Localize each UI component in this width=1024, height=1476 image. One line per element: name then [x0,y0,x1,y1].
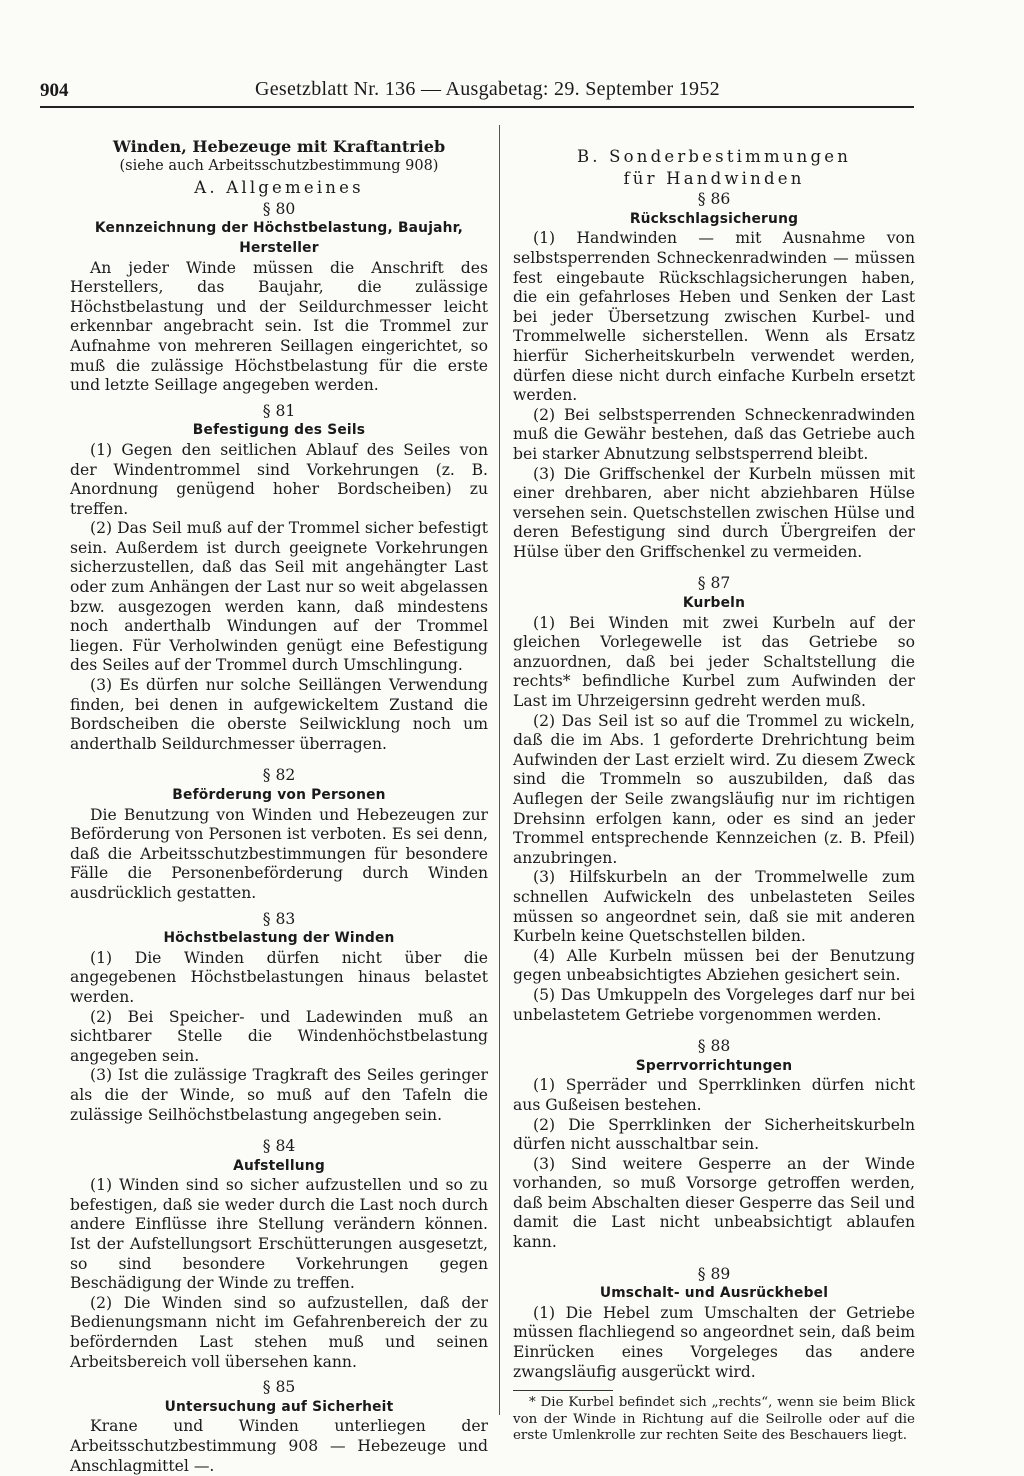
paragraph: (4) Alle Kurbeln müssen bei der Benutzung gegen unbeabsichtigtes Abziehen gesichert sein. [513,946,915,985]
paragraph: (5) Das Umkuppeln des Vorgeleges darf nur bei unbelastetem Getriebe vorgenommen werden. [513,985,915,1024]
paragraph: (3) Es dürfen nur solche Seillängen Verwendung finden, bei denen in aufgewickeltem Zustand die Bordscheiben die oberste Seilwicklung noch um anderthalb Seildurchmesser überragen. [70,676,488,753]
section-number: § 82 [262,766,296,785]
section-title: Kennzeichnung der Höchstbelastung, Baujahr, Hersteller [94,220,464,256]
paragraph: (3) Hilfskurbeln an der Trommelwelle zum schnellen Aufwickeln des unbelasteten Seiles müssen so angeordnet sein, daß sie mit anderen Kurbeln keine Quetschstellen bilden. [513,868,915,946]
section-title: Befestigung des Seils [192,422,366,439]
section-89 [513,1265,915,1383]
section-84 [70,1137,488,1372]
paragraph: Die Benutzung von Winden und Hebezeugen zur Beförderung von Personen ist verboten. Es sei denn, daß die Arbeitsschutzbestimmungen für besondere Fälle die Personenbeförderung durch Winden ausdrücklich gestatten. [70,805,488,902]
paragraph: (3) Die Griffschenkel der Kurbeln müssen mit einer drehbaren, aber nicht abziehbaren Hülse versehen sein. Quetschstellen zwischen Hülse und deren Befestigung sind durch Übergreifen der Hülse über den Griffschenkel zu vermeiden. [513,464,915,561]
section-a-heading: A. Allgemeines [194,178,364,198]
section-85 [70,1378,488,1476]
footnote-rule [513,1390,613,1391]
paragraph: (2) Bei selbstsperrenden Schneckenradwinden muß die Gewähr bestehen, daß das Getriebe auch bei starker Abnutzung selbstsperrend bleibt. [513,405,915,463]
section-81 [70,402,488,755]
section-number: § 85 [262,1378,296,1397]
section-83 [70,910,488,1126]
section-80 [70,200,488,396]
paragraph: (1) Die Hebel zum Umschalten der Getriebe müssen flachliegend so angeordnet sein, daß beim Einrücken eines Vorgeleges das andere zwangsläufig ausgerückt wird. [513,1303,915,1381]
paragraph: (3) Ist die zulässige Tragkraft des Seiles geringer als die der Winde, so muß auf den Tafeln die zulässige Seilhöchstbelastung angegeben sein. [70,1066,488,1124]
section-b-subheading: für Handwinden [623,168,805,188]
section-title: Untersuchung auf Sicherheit [164,1398,394,1415]
paragraph: (2) Das Seil muß auf der Trommel sicher befestigt sein. Außerdem ist durch geeignete Vorkehrungen sicherzustellen, daß das Seil mit angehängter Last oder zum Anhängen der Last nur so weit abgelassen bzw. ausgezogen werden kann, daß mindestens noch anderthalb Windungen auf der Trommel liegen. Für Verholwinden genügt eine Befestigung des Seiles auf der Trommel durch Umschlingung. [70,519,488,675]
footnote: * Die Kurbel befindet sich „rechts“, wenn sie beim Blick von der Winde in Richtung auf die Seilrolle oder auf die erste Umlenkrolle zur rechten Seite des Beschauers liegt. [513,1395,915,1444]
section-number: § 84 [262,1137,296,1156]
section-number: § 86 [697,190,731,209]
paragraph: (1) Die Winden dürfen nicht über die angegebenen Höchstbelastungen hinaus belastet werden. [70,948,488,1006]
paragraph: (1) Bei Winden mit zwei Kurbeln auf der gleichen Vorlegewelle ist das Getriebe so anzuordnen, daß bei jeder Schaltstellung die rechts* befindliche Kurbel zum Aufwinden der Last im Uhrzeigersinn gedreht werden muß. [513,613,915,711]
main-heading: Winden, Hebezeuge mit Kraftantrieb [112,137,446,156]
section-title: Kurbeln [682,595,746,612]
section-88 [513,1037,915,1253]
paragraph: (1) Winden sind so sicher aufzustellen und so zu befestigen, daß sie weder durch die Last noch durch andere Einflüsse ihre Stellung verändern können. Ist der Aufstellungsort Erschütterungen ausgesetzt, so sind besondere Vorkehrungen gegen Beschädigung der Winde zu treffen. [70,1176,488,1293]
section-86 [513,190,915,562]
paragraph: (2) Das Seil ist so auf die Trommel zu wickeln, daß die im Abs. 1 geforderte Drehrichtung beim Aufwinden der Last erzielt wird. Zu diesem Zweck sind die Trommeln so auszubilden, daß das Auflegen der Seile zwangsläufig nur im richtigen Drehsinn erfolgen kann, oder es sind an jeder Trommel entsprechende Kennzeichen (z. B. Pfeil) anzubringen. [513,711,915,867]
section-87 [513,574,915,1025]
section-title: Rückschlagsicherung [629,210,799,227]
section-b-heading: B. Sonderbestimmungen [576,147,852,166]
section-title: Aufstellung [233,1157,325,1174]
paragraph: An jeder Winde müssen die Anschrift des Herstellers, das Baujahr, die zulässige Höchstbelastung und der Seildurchmesser leicht erkennbar angebracht sein. Ist die Trommel zur Aufnahme von mehreren Seillagen eingerichtet, so muß die zulässige Höchstbelastung für die erste und letzte Seillage angegeben werden. [70,258,488,395]
paragraph: Krane und Winden unterliegen der Arbeitsschutzbestimmung 908 — Hebezeuge und Anschlagmittel —. [70,1417,488,1475]
section-number: § 89 [697,1264,731,1283]
section-number: § 88 [697,1037,731,1056]
section-title: Umschalt- und Ausrückhebel [599,1285,829,1302]
section-title: Beförderung von Personen [172,787,386,803]
section-82 [70,766,488,903]
paragraph: (1) Handwinden — mit Ausnahme von selbstsperrenden Schneckenradwinden — müssen fest eingebaute Rückschlagsicherungen haben, die ein gefahrloses Heben und Senken der Last bei jeder Übersetzung zwischen Kurbel- und Trommelwelle sicherstellen. Wenn als Ersatz hierfür Sicherheitskurbeln verwendet werden, dürfen diese nicht durch einfache Kurbeln ersetzt werden. [513,229,915,405]
right-column [513,135,915,1445]
column-divider [499,125,500,1415]
paragraph: (2) Die Winden sind so aufzustellen, daß der Bedienungsmann nicht im Gefahrenbereich der zu befördernden Last stehen muß und seinen Arbeitsbereich voll übersehen kann. [70,1293,488,1371]
section-title: Sperrvorrichtungen [635,1057,793,1074]
section-title: Höchstbelastung der Winden [163,930,395,947]
paragraph: (1) Sperräder und Sperrklinken dürfen nicht aus Gußeisen bestehen. [513,1076,915,1114]
page-header [40,78,914,108]
section-number: § 87 [697,574,731,593]
section-number: § 80 [262,199,296,218]
paragraph: (2) Bei Speicher- und Ladewinden muß an sichtbarer Stelle die Windenhöchstbelastung angegeben sein. [70,1007,488,1065]
left-column [70,135,488,1476]
gazette-title: Gesetzblatt Nr. 136 — Ausgabetag: 29. September 1952 [255,78,720,100]
section-number: § 83 [262,909,296,928]
paragraph: (1) Gegen den seitlichen Ablauf des Seiles von der Windentrommel sind Vorkehrungen (z. B. Anordnung genügend hoher Bordscheiben) zu treffen. [70,440,488,518]
paragraph: (3) Sind weitere Gesperre an der Winde vorhanden, so muß Vorsorge getroffen werden, daß beim Abschalten dieser Gesperre das Seil und damit die Last nicht unbeabsichtigt ablaufen kann. [513,1154,915,1252]
section-number: § 81 [262,401,296,420]
page-number: 904 [40,80,69,101]
paragraph: (2) Die Sperrklinken der Sicherheitskurbeln dürfen nicht ausschaltbar sein. [513,1115,915,1154]
sub-note: (siehe auch Arbeitsschutzbestimmung 908) [119,157,439,174]
